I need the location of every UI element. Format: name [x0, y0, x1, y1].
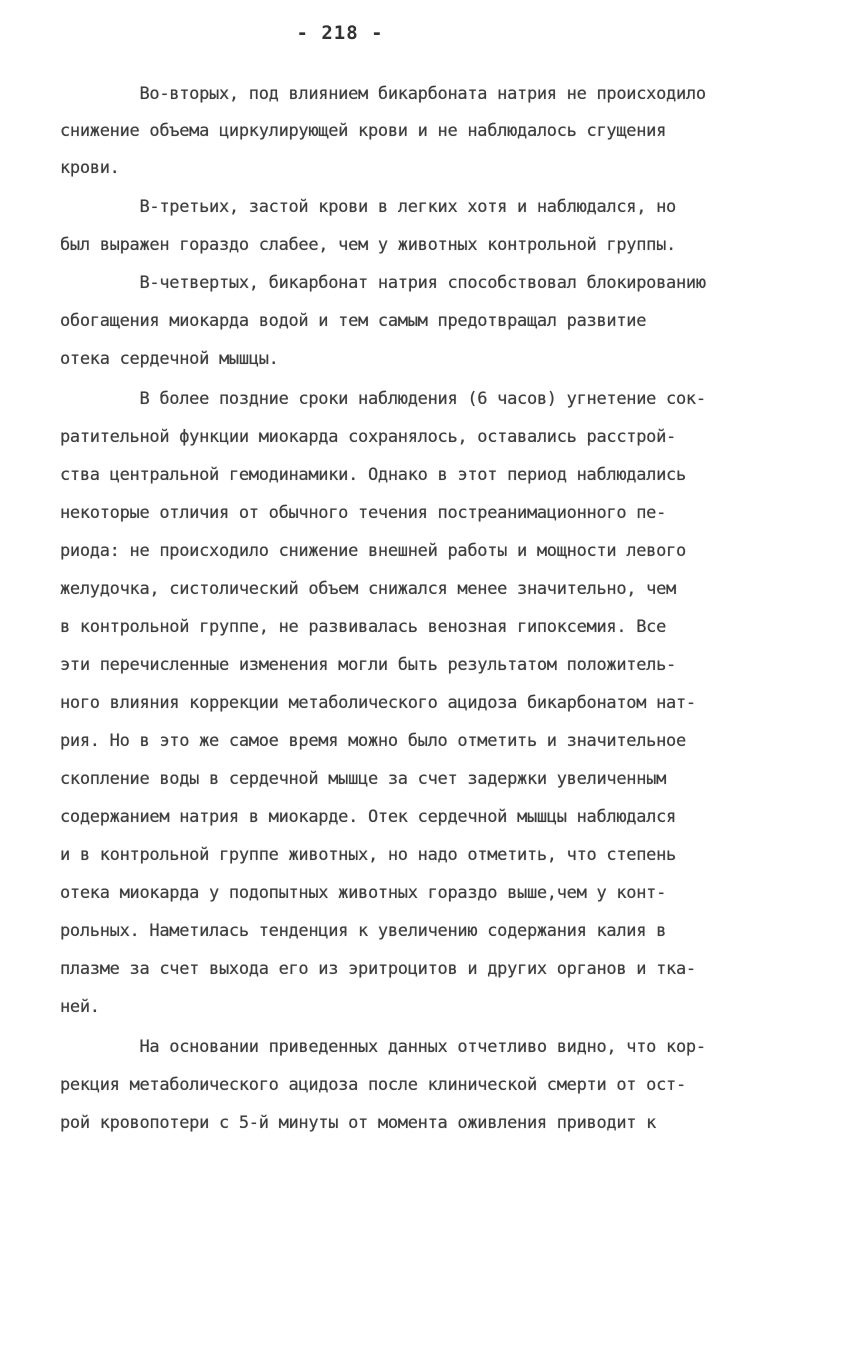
text-line: отека миокарда у подопытных животных гораздо выше,чем у конт- [60, 883, 667, 903]
text-line: скопление воды в сердечной мышце за счет задержки увеличенным [60, 769, 667, 789]
text-line: снижение объема циркулирующей крови и не наблюдалось сгущения [60, 121, 667, 141]
text-line: некоторые отличия от обычного течения постреанимационного пе- [60, 503, 667, 523]
text-line: В-третьих, застой крови в легких хотя и наблюдался, но [60, 197, 676, 217]
text-line: крови. [60, 158, 120, 178]
text-line: На основании приведенных данных отчетливо видно, что кор- [60, 1037, 706, 1057]
text-line: плазме за счет выхода его из эритроцитов и других органов и тка- [60, 959, 696, 979]
text-line: и в контрольной группе животных, но надо отметить, что степень [60, 845, 676, 865]
text-line: ства центральной гемодинамики. Однако в этот период наблюдались [60, 465, 686, 485]
text-line: ратительной функции миокарда сохранялось, оставались расстрой- [60, 427, 676, 447]
text-line: желудочка, систолический объем снижался менее значительно, чем [60, 579, 676, 599]
text-line: В-четвертых, бикарбонат натрия способствовал блокированию [60, 273, 706, 293]
text-line: ного влияния коррекции метаболического ацидоза бикарбонатом нат- [60, 693, 696, 713]
text-line: обогащения миокарда водой и тем самым предотвращал развитие [60, 311, 647, 331]
page-number: - 218 - [296, 22, 384, 44]
text-line: эти перечисленные изменения могли быть результатом положитель- [60, 655, 676, 675]
text-line: отека сердечной мышцы. [60, 349, 279, 369]
text-line: рой кровопотери с 5-й минуты от момента оживления приводит к [60, 1113, 657, 1133]
text-line: рекция метаболического ацидоза после клинической смерти от ост- [60, 1075, 686, 1095]
text-line: В более поздние сроки наблюдения (6 часов) угнетение сок- [60, 389, 706, 409]
text-line: был выражен гораздо слабее, чем у животных контрольной группы. [60, 235, 676, 255]
text-line: рольных. Наметилась тенденция к увеличению содержания калия в [60, 921, 667, 941]
text-line: ней. [60, 997, 100, 1017]
text-line: содержанием натрия в миокарде. Отек сердечной мышцы наблюдался [60, 807, 676, 827]
text-line: рия. Но в это же самое время можно было отметить и значительное [60, 731, 686, 751]
text-line: в контрольной группе, не развивалась венозная гипоксемия. Все [60, 617, 667, 637]
text-line: риода: не происходило снижение внешней работы и мощности левого [60, 541, 686, 561]
text-line: Во-вторых, под влиянием бикарбоната натрия не происходило [60, 84, 706, 104]
